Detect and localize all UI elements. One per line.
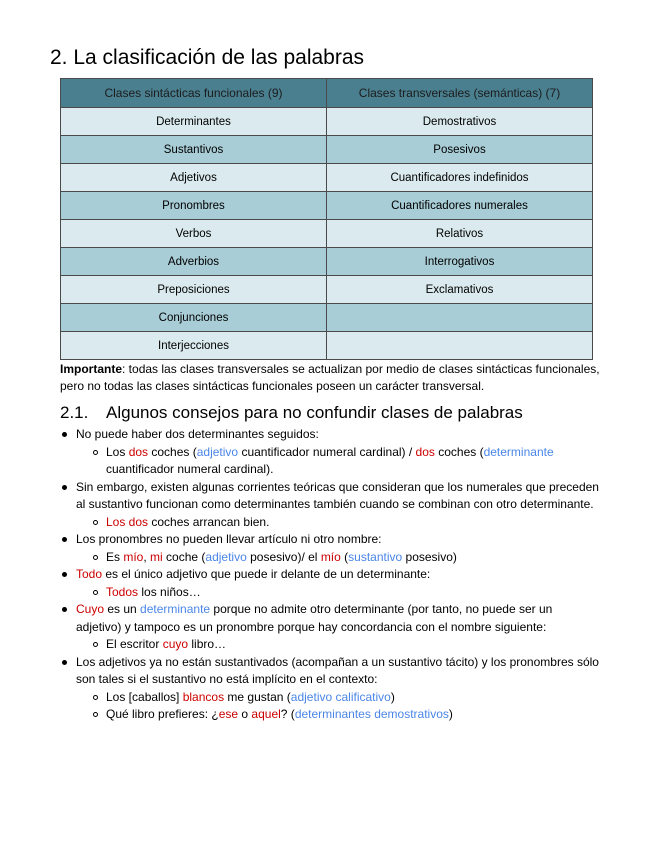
text-segment: Los: [106, 444, 129, 459]
table-row: [61, 192, 593, 220]
text-segment: o: [238, 707, 252, 721]
text-segment: es un: [104, 602, 141, 616]
highlighted-word: Los dos: [106, 514, 149, 529]
highlighted-word: mío: [123, 549, 144, 564]
tip-item: [60, 426, 600, 479]
table-cell: Adverbios: [61, 248, 327, 276]
text-segment: Sin embargo, existen algunas corrientes teóricas que consideran que los numerales que preceden al sustantivo funcionan como determinantes también cuando se combinan con otro determinante.: [76, 479, 599, 511]
text-segment: Qué libro prefieres: ¿: [106, 707, 219, 721]
text-segment: (: [340, 549, 349, 564]
table-body: [61, 108, 593, 360]
table-row: [61, 248, 593, 276]
important-note: [60, 361, 600, 395]
highlighted-word: aquel: [251, 707, 281, 721]
classification-table: [60, 78, 593, 360]
example-list: [76, 636, 600, 654]
tip-item: [60, 654, 600, 724]
text-segment: ): [448, 707, 453, 721]
highlighted-word: Todos: [106, 584, 139, 599]
category-label: determinante: [140, 602, 211, 616]
text-segment: ): [390, 689, 395, 704]
tip-text: [76, 601, 600, 636]
table-cell: [327, 332, 593, 360]
tip-text: [76, 566, 600, 584]
highlighted-word: blancos: [182, 689, 225, 704]
highlighted-word: mi: [150, 549, 163, 564]
tip-item: [60, 531, 600, 566]
highlighted-word: cuyo: [162, 637, 189, 651]
tip-item: [60, 479, 600, 532]
section-title: Algunos consejos para no confundir clases de palabras: [106, 403, 523, 422]
text-segment: ,: [143, 549, 151, 564]
example-list: [76, 689, 600, 724]
highlighted-word: dos: [128, 444, 149, 459]
text-segment: coches (: [434, 444, 484, 459]
category-label: adjetivo calificativo: [290, 689, 391, 704]
table-cell: Cuantificadores indefinidos: [327, 164, 593, 192]
table-cell: Relativos: [327, 220, 593, 248]
table-row: [61, 164, 593, 192]
table-cell: Demostrativos: [327, 108, 593, 136]
highlighted-word: mío: [320, 549, 341, 564]
example-list: [76, 514, 600, 532]
table-cell: Determinantes: [61, 108, 327, 136]
example-item: [76, 514, 600, 532]
table-cell: Pronombres: [61, 192, 327, 220]
table-cell: Cuantificadores numerales: [327, 192, 593, 220]
example-item: [76, 706, 600, 724]
important-text: : todas las clases transversales se actualizan por medio de clases sintácticas funcionales, pero no todas las clases sintácticas funcionales poseen un carácter transversal.: [60, 362, 600, 393]
highlighted-word: Cuyo: [76, 602, 105, 616]
table-row: [61, 108, 593, 136]
highlighted-word: ese: [218, 707, 239, 721]
table-row: [61, 220, 593, 248]
category-label: adjetivo: [196, 444, 239, 459]
page-title: 2. La clasificación de las palabras: [50, 46, 365, 69]
category-label: sustantivo: [348, 549, 403, 564]
tips-list-container: [60, 426, 600, 724]
tip-text: [76, 654, 600, 689]
tip-item: [60, 601, 600, 654]
table-cell: Sustantivos: [61, 136, 327, 164]
table-header-row: [61, 79, 593, 108]
text-segment: posesivo)/ el: [246, 549, 321, 564]
table-row: [61, 304, 593, 332]
table-cell: Verbos: [61, 220, 327, 248]
text-segment: Los [caballos]: [106, 689, 183, 704]
text-segment: coche (: [162, 549, 206, 564]
tip-text: [76, 479, 600, 514]
important-label: Importante: [60, 362, 123, 376]
example-list: [76, 444, 600, 479]
table-row: [61, 136, 593, 164]
highlighted-word: dos: [415, 444, 435, 459]
text-segment: cuantificador numeral cardinal) /: [238, 444, 416, 459]
example-item: [76, 689, 600, 707]
text-segment: Los adjetivos ya no están sustantivados (acompañan a un sustantivo tácito) y los pronombres sólo son tales si el sustantivo no está implícito en el contexto:: [76, 654, 599, 686]
tips-list: [60, 426, 600, 724]
text-segment: ? (: [280, 707, 295, 721]
text-segment: Los pronombres no pueden llevar artículo ni otro nombre:: [76, 532, 382, 546]
text-segment: El escritor: [106, 637, 163, 651]
text-segment: coches (: [148, 444, 197, 459]
section-heading: [60, 403, 523, 423]
text-segment: Es: [106, 549, 124, 564]
example-item: [76, 549, 600, 567]
table-cell: Interrogativos: [327, 248, 593, 276]
table-cell: [327, 304, 593, 332]
table-header-cell: Clases sintácticas funcionales (9): [61, 79, 327, 108]
table-row: [61, 276, 593, 304]
table-cell: Adjetivos: [61, 164, 327, 192]
tip-text: [76, 531, 600, 549]
example-list: [76, 549, 600, 567]
table-cell: Interjecciones: [61, 332, 327, 360]
category-label: adjetivo: [205, 549, 247, 564]
category-label: determinante: [483, 444, 554, 459]
tip-item: [60, 566, 600, 601]
example-item: [76, 636, 600, 654]
text-segment: los niños…: [138, 584, 201, 599]
example-item: [76, 584, 600, 602]
tip-text: [76, 426, 600, 444]
example-item: [76, 444, 600, 479]
text-segment: me gustan (: [224, 689, 291, 704]
text-segment: libro…: [188, 637, 227, 651]
text-segment: No puede haber dos determinantes seguidos:: [76, 427, 319, 441]
table-cell: Preposiciones: [61, 276, 327, 304]
category-label: determinantes demostrativos: [294, 707, 449, 721]
table-row: [61, 332, 593, 360]
text-segment: posesivo): [402, 549, 457, 564]
text-segment: coches arrancan bien.: [148, 514, 270, 529]
table-cell: Exclamativos: [327, 276, 593, 304]
table-cell: Conjunciones: [61, 304, 327, 332]
text-segment: porque no admite otro determinante (por tanto, no puede ser un adjetivo) y tampoco es un pronombre porque hay concordancia con el nombre siguiente:: [76, 602, 553, 634]
section-number: 2.1.: [60, 403, 89, 422]
highlighted-word: Todo: [76, 567, 103, 581]
table-header-cell: Clases transversales (semánticas) (7): [327, 79, 593, 108]
text-segment: cuantificador numeral cardinal).: [106, 462, 274, 476]
text-segment: es el único adjetivo que puede ir delante de un determinante:: [102, 567, 431, 581]
example-list: [76, 584, 600, 602]
table-cell: Posesivos: [327, 136, 593, 164]
